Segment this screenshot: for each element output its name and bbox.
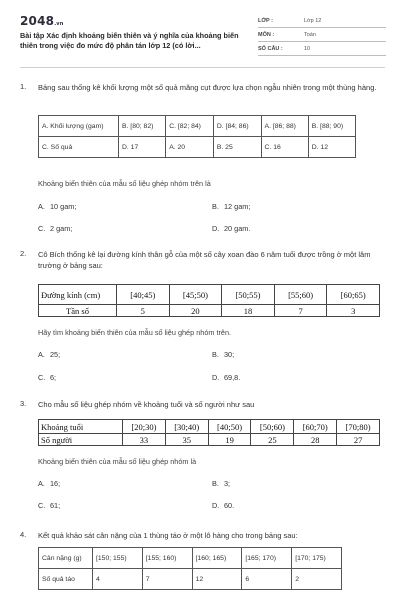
option-letter: A. (38, 350, 45, 359)
table-cell: 20 (169, 305, 222, 317)
table-cell: B. [80; 82) (119, 116, 166, 137)
table-cell: [50;55) (222, 285, 275, 305)
question-text: Kết quả khảo sát cân nặng của 1 thùng táo ở một lô hàng cho trong bảng sau: (38, 531, 298, 540)
table-cell: C. 16 (261, 137, 308, 158)
table-cell: [165; 170) (242, 548, 292, 569)
meta-key: LỚP : (258, 18, 273, 24)
table-row (39, 116, 356, 137)
question-text: Cho mẫu số liệu ghép nhóm về khoảng tuổi và số người như sau (38, 400, 255, 409)
header-divider (20, 67, 385, 68)
table-cell: D. 17 (119, 137, 166, 158)
question-4 (20, 530, 385, 600)
option-text: 2 gam; (50, 224, 73, 233)
option-text: 6; (50, 373, 57, 382)
site-logo[interactable] (20, 14, 64, 28)
answer-option-b[interactable] (212, 350, 234, 359)
question-number: 4. (20, 530, 27, 539)
table-cell: 5 (117, 305, 170, 317)
answer-option-c[interactable] (38, 373, 56, 382)
option-text: 3; (224, 479, 231, 488)
table-cell: [50;60) (251, 420, 294, 434)
question-prompt: Hãy tìm khoảng biến thiên của mẫu số liệu ghép nhóm trên. (38, 328, 232, 337)
meta-value: Toán (304, 32, 316, 38)
option-letter: B. (212, 479, 219, 488)
document-header (20, 12, 385, 60)
meta-key: MÔN : (258, 32, 275, 38)
meta-value: Lớp 12 (304, 18, 322, 24)
table-cell: 25 (251, 434, 294, 446)
answer-option-d[interactable] (212, 224, 250, 233)
logo-suffix: .vn (54, 21, 64, 27)
document-meta (258, 14, 386, 56)
table-cell: [55;60) (274, 285, 327, 305)
table-row (39, 434, 380, 446)
question-number: 3. (20, 399, 27, 408)
table-cell: Số quả táo (39, 569, 93, 590)
question-2 (20, 249, 385, 389)
question-prompt: Khoảng biến thiên của mẫu số liệu ghép nhóm là (38, 457, 197, 466)
option-letter: A. (38, 479, 45, 488)
option-text: 61; (50, 501, 61, 510)
answer-option-c[interactable] (38, 224, 72, 233)
data-table (38, 419, 380, 446)
table-cell: 6 (242, 569, 292, 590)
table-cell: [40;45) (117, 285, 170, 305)
option-letter: C. (38, 373, 46, 382)
table-cell: [60;65) (327, 285, 380, 305)
option-letter: A. (38, 202, 45, 211)
option-letter: B. (212, 202, 219, 211)
data-table (38, 547, 342, 590)
table-row (39, 285, 380, 305)
table-row (39, 137, 356, 158)
table-cell: A. Khối lượng (gam) (39, 116, 119, 137)
question-text: Bảng sau thống kê khối lượng một số quả măng cụt được lựa chọn ngẫu nhiên trong một thùng hàng. (38, 83, 377, 92)
table-cell: C. Số quả (39, 137, 119, 158)
table-cell: A. [86; 88) (261, 116, 308, 137)
option-text: 25; (50, 350, 61, 359)
option-letter: C. (38, 224, 46, 233)
table-cell: 12 (192, 569, 242, 590)
data-table (38, 115, 356, 158)
table-cell: Đường kính (cm) (39, 285, 117, 305)
table-cell: Cân nặng (g) (39, 548, 93, 569)
option-text: 20 gam. (224, 224, 251, 233)
question-3 (20, 399, 385, 519)
option-letter: D. (212, 373, 220, 382)
table-cell: C. [82; 84) (166, 116, 214, 137)
table-cell: 18 (222, 305, 275, 317)
table-cell: [70;80) (337, 420, 380, 434)
table-cell: [45;50) (169, 285, 222, 305)
document-title: Bài tập Xác định khoảng biến thiên và ý nghĩa của khoảng biến thiên trong việc đo mức độ phân tán lớp 12 (có lời... (20, 31, 239, 50)
answer-option-b[interactable] (212, 479, 230, 488)
table-cell: 4 (93, 569, 143, 590)
table-cell: Khoảng tuổi (39, 420, 123, 434)
table-row (39, 420, 380, 434)
option-text: 16; (50, 479, 61, 488)
question-number: 1. (20, 82, 27, 91)
meta-value: 10 (304, 46, 311, 52)
option-text: 69,8. (224, 373, 241, 382)
answer-option-c[interactable] (38, 501, 60, 510)
data-table (38, 284, 380, 317)
answer-option-a[interactable] (38, 350, 60, 359)
table-cell: Số người (39, 434, 123, 446)
table-cell: 35 (165, 434, 208, 446)
option-text: 30; (224, 350, 235, 359)
question-1 (20, 82, 385, 242)
table-cell: Tần số (39, 305, 117, 317)
table-cell: [30;40) (165, 420, 208, 434)
table-cell: 19 (208, 434, 251, 446)
meta-class (258, 14, 386, 28)
table-cell: [170; 175) (292, 548, 342, 569)
table-cell: [60;70) (294, 420, 337, 434)
question-prompt: Khoảng biến thiên của mẫu số liệu ghép nhóm trên là (38, 179, 211, 188)
table-cell: 28 (294, 434, 337, 446)
option-text: 10 gam; (50, 202, 77, 211)
table-cell: B. 25 (213, 137, 261, 158)
table-cell: D. [84; 86) (213, 116, 261, 137)
option-letter: D. (212, 224, 220, 233)
table-cell: [160; 165) (192, 548, 242, 569)
meta-question-count (258, 42, 386, 56)
table-cell: A. 20 (166, 137, 214, 158)
answer-option-a[interactable] (38, 479, 60, 488)
table-cell: 7 (274, 305, 327, 317)
table-cell: 33 (123, 434, 166, 446)
table-cell: 2 (292, 569, 342, 590)
table-cell: [20;30) (123, 420, 166, 434)
option-letter: D. (212, 501, 220, 510)
answer-option-a[interactable] (38, 202, 76, 211)
table-cell: 27 (337, 434, 380, 446)
meta-key: SỐ CÂU : (258, 46, 283, 52)
table-cell: 3 (327, 305, 380, 317)
answer-option-d[interactable] (212, 373, 240, 382)
answer-option-d[interactable] (212, 501, 234, 510)
logo-text: 2048 (20, 14, 55, 28)
table-row (39, 305, 380, 317)
table-cell: [150; 155) (93, 548, 143, 569)
answer-option-b[interactable] (212, 202, 250, 211)
option-text: 12 gam; (224, 202, 251, 211)
table-row (39, 548, 342, 569)
table-cell: D. 12 (308, 137, 355, 158)
table-row (39, 569, 342, 590)
table-cell: B. [88; 90) (308, 116, 355, 137)
option-text: 60. (224, 501, 235, 510)
question-number: 2. (20, 249, 27, 258)
option-letter: B. (212, 350, 219, 359)
option-letter: C. (38, 501, 46, 510)
table-cell: 7 (142, 569, 192, 590)
meta-subject (258, 28, 386, 42)
question-text: Cô Bích thống kê lại đường kính thân gỗ của một số cây xoan đào 6 năm tuổi được trồng ở một lâm trường ở bảng sau: (38, 250, 371, 270)
table-cell: [155; 160) (142, 548, 192, 569)
table-cell: [40;50) (208, 420, 251, 434)
